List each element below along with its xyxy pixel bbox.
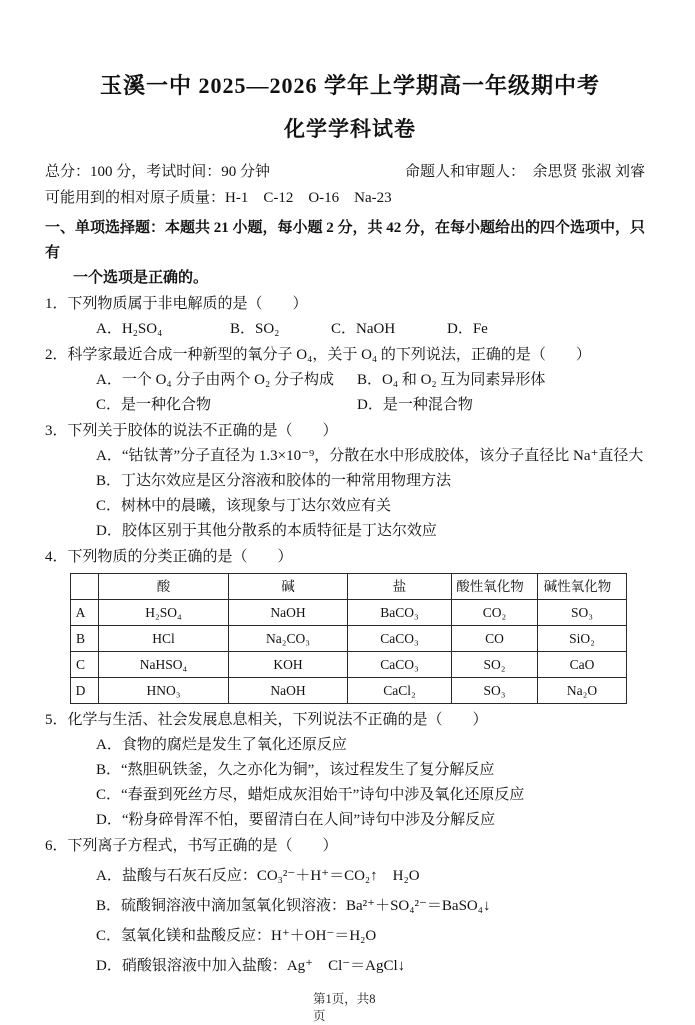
table-cell: CO₂ <box>452 600 538 626</box>
table-cell: HNO₃ <box>99 678 229 704</box>
table-cell: CaO <box>538 652 627 678</box>
table-cell: CaCO₃ <box>348 626 452 652</box>
question-3-option-c: C．树林中的晨曦，该现象与丁达尔效应有关 <box>96 498 392 514</box>
question-6-option-d: D．硝酸银溶液中加入盐酸：Ag⁺ Cl⁻＝AgCl↓ <box>96 958 406 974</box>
classification-table-header-row <box>71 574 627 600</box>
question-2-option-b: B．O₄ 和 O₂ 互为同素异形体 <box>357 372 546 388</box>
table-header-salt: 盐 <box>348 574 452 600</box>
table-row-b-label: B <box>71 626 99 652</box>
table-cell: NaOH <box>229 678 348 704</box>
question-1-options <box>96 317 655 342</box>
exam-info-row <box>45 160 655 184</box>
question-5 <box>45 708 655 833</box>
page-footer-line1: 第1页，共8 <box>313 992 376 1006</box>
question-3-option-b: B．丁达尔效应是区分溶液和胶体的一种常用物理方法 <box>96 473 452 489</box>
question-5-stem: 5．化学与生活、社会发展息息相关，下列说法不正确的是（ ） <box>45 712 488 728</box>
table-header-acidic-oxide: 酸性氧化物 <box>452 574 538 600</box>
score-time-info: 总分：100 分，考试时间：90 分钟 <box>45 164 271 180</box>
table-header-base: 碱 <box>229 574 348 600</box>
page-footer-line2: 页 <box>313 1009 326 1023</box>
table-cell: SO₃ <box>452 678 538 704</box>
table-row-b <box>71 626 627 652</box>
question-5-option-a: A．食物的腐烂是发生了氧化还原反应 <box>96 737 347 753</box>
question-3-option-d: D．胶体区别于其他分散系的本质特征是丁达尔效应 <box>96 523 437 539</box>
table-cell: NaOH <box>229 600 348 626</box>
question-6-option-a: A．盐酸与石灰石反应：CO₃²⁻＋H⁺＝CO₂↑ H₂O <box>96 868 420 884</box>
question-2-option-c: C．是一种化合物 <box>96 397 212 413</box>
table-cell: Na₂CO₃ <box>229 626 348 652</box>
atomic-mass-info: 可能用到的相对原子质量：H-1 C-12 O-16 Na-23 <box>45 190 392 206</box>
question-2-options-row2 <box>96 393 655 418</box>
question-6 <box>45 834 655 979</box>
question-3 <box>45 419 655 544</box>
table-cell: KOH <box>229 652 348 678</box>
table-cell: CaCl₂ <box>348 678 452 704</box>
question-3-stem: 3．下列关于胶体的说法不正确的是（ ） <box>45 423 338 439</box>
authors-info: 命题人和审题人： 余思贤 张淑 刘睿 <box>404 164 645 180</box>
table-row-a <box>71 600 627 626</box>
classification-table <box>70 573 627 704</box>
question-6-option-b: B．硫酸铜溶液中滴加氢氧化钡溶液：Ba²⁺＋SO₄²⁻＝BaSO₄↓ <box>96 898 491 914</box>
question-1-stem: 1．下列物质属于非电解质的是（ ） <box>45 296 308 312</box>
table-cell: SiO₂ <box>538 626 627 652</box>
table-header-basic-oxide: 碱性氧化物 <box>538 574 627 600</box>
table-cell: SO₃ <box>538 600 627 626</box>
table-header-blank <box>71 574 99 600</box>
table-cell: Na₂O <box>538 678 627 704</box>
table-row-d-label: D <box>71 678 99 704</box>
table-row-c <box>71 652 627 678</box>
question-6-option-c: C．氢氧化镁和盐酸反应：H⁺＋OH⁻＝H₂O <box>96 928 377 944</box>
table-cell: SO₂ <box>452 652 538 678</box>
table-cell: BaCO₃ <box>348 600 452 626</box>
question-1-option-d: D．Fe <box>447 321 488 337</box>
section-heading <box>45 216 655 291</box>
table-row-c-label: C <box>71 652 99 678</box>
question-1-option-a: A．H₂SO₄ <box>96 321 163 337</box>
table-cell: NaHSO₄ <box>99 652 229 678</box>
section-heading-line2: 一个选项是正确的。 <box>73 270 209 286</box>
page-footer <box>313 991 655 1025</box>
table-cell: HCl <box>99 626 229 652</box>
table-cell: CO <box>452 626 538 652</box>
question-2-options-row1 <box>96 368 655 393</box>
question-5-option-b: B．“熬胆矾铁釜，久之亦化为铜”，该过程发生了复分解反应 <box>96 762 495 778</box>
question-1-option-b: B．SO₂ <box>230 321 280 337</box>
question-6-stem: 6．下列离子方程式，书写正确的是（ ） <box>45 838 338 854</box>
question-2-stem: 2．科学家最近合成一种新型的氧分子 O₄，关于 O₄ 的下列说法，正确的是（ ） <box>45 347 591 363</box>
question-4 <box>45 545 655 704</box>
table-row-a-label: A <box>71 600 99 626</box>
page-title: 玉溪一中 2025—2026 学年上学期高一年级期中考 <box>99 73 600 98</box>
question-1 <box>45 292 655 342</box>
question-2-option-a: A．一个 O₄ 分子由两个 O₂ 分子构成 <box>96 372 334 388</box>
table-row-d <box>71 678 627 704</box>
question-1-option-c: C．NaOH <box>331 321 396 337</box>
question-5-option-c: C．“春蚕到死丝方尽，蜡炬成灰泪始干”诗句中涉及氧化还原反应 <box>96 787 525 803</box>
exam-subtitle: 化学学科试卷 <box>284 117 416 141</box>
table-header-acid: 酸 <box>99 574 229 600</box>
question-5-option-d: D．“粉身碎骨浑不怕，要留清白在人间”诗句中涉及分解反应 <box>96 812 496 828</box>
table-cell: CaCO₃ <box>348 652 452 678</box>
question-4-stem: 4．下列物质的分类正确的是（ ） <box>45 549 293 565</box>
question-2-option-d: D．是一种混合物 <box>357 397 473 413</box>
section-heading-line1: 一、单项选择题：本题共 21 小题，每小题 2 分，共 42 分，在每小题给出的四个选项中，只有 <box>45 220 646 261</box>
question-3-option-a: A．“钴钛菁”分子直径为 1.3×10⁻⁹，分散在水中形成胶体，该分子直径比 Na⁺直径大 <box>96 448 644 464</box>
table-cell: H₂SO₄ <box>99 600 229 626</box>
question-2 <box>45 343 655 418</box>
